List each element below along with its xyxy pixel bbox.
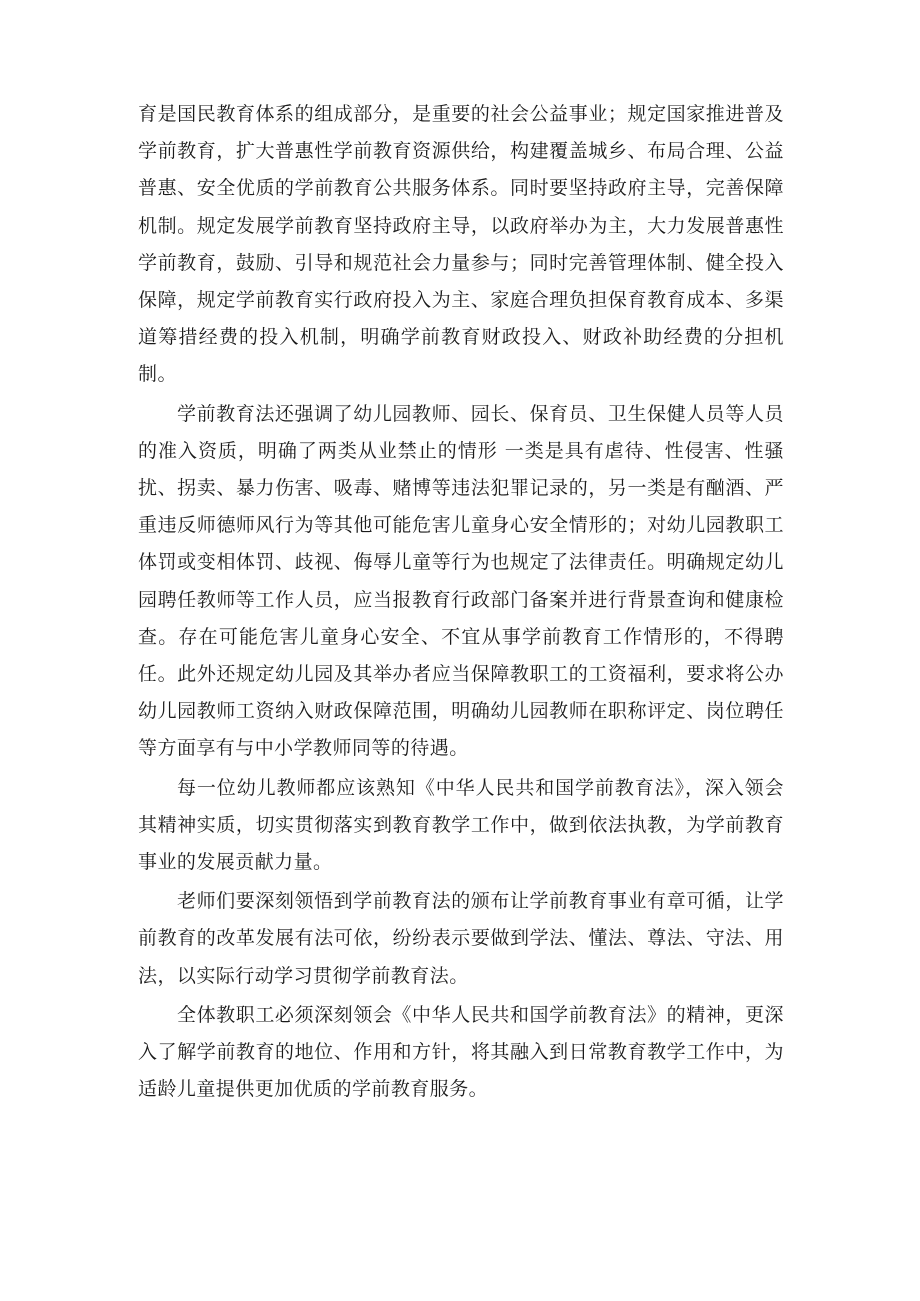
paragraph-staff-commitment: 全体教职工必须深刻领会《中华人民共和国学前教育法》的精神，更深入了解学前教育的地位、作用和方针，将其融入到日常教育教学工作中，为适龄儿童提供更加优质的学前教育服务。 <box>138 1003 784 1101</box>
paragraph-qualifications: 学前教育法还强调了幼儿园教师、园长、保育员、卫生保健人员等人员的准入资质，明确了两类从业禁止的情形 一类是具有虐待、性侵害、性骚扰、拐卖、暴力伤害、吸毒、赌博等违法犯罪记录的，另一类是有酗酒、严重违反师德师风行为等其他可能危害儿童身心安全情形的；对幼儿园教职工体罚或变相体罚、歧视、侮辱儿童等行为也规定了法律责任。明确规定幼儿园聘任教师等工作人员，应当报教育行政部门备案并进行背景查询和健康检查。存在可能危害儿童身心安全、不宜从事学前教育工作情形的，不得聘任。此外还规定幼儿园及其举办者应当保障教职工的工资福利，要求将公办幼儿园教师工资纳入财政保障范围，明确幼儿园教师在职称评定、岗位聘任等方面享有与中小学教师同等的待遇。 <box>138 402 784 760</box>
paragraph-teachers-understanding: 老师们要深刻领悟到学前教育法的颁布让学前教育事业有章可循，让学前教育的改革发展有法可依，纷纷表示要做到学法、懂法、尊法、守法、用法，以实际行动学习贯彻学前教育法。 <box>138 890 784 987</box>
paragraph-teachers-duty: 每一位幼儿教师都应该熟知《中华人民共和国学前教育法》，深入领会其精神实质，切实贯彻落实到教育教学工作中，做到依法执教，为学前教育事业的发展贡献力量。 <box>138 776 784 874</box>
document-page <box>138 96 784 1110</box>
paragraph-continuation: 育是国民教育体系的组成部分，是重要的社会公益事业；规定国家推进普及学前教育，扩大普惠性学前教育资源供给，构建覆盖城乡、布局合理、公益普惠、安全优质的学前教育公共服务体系。同时要坚持政府主导，完善保障机制。规定发展学前教育坚持政府主导，以政府举办为主，大力发展普惠性学前教育，鼓励、引导和规范社会力量参与；同时完善管理体制、健全投入保障，规定学前教育实行政府投入为主、家庭合理负担保育教育成本、多渠道筹措经费的投入机制，明确学前教育财政投入、财政补助经费的分担机制。 <box>138 103 784 386</box>
